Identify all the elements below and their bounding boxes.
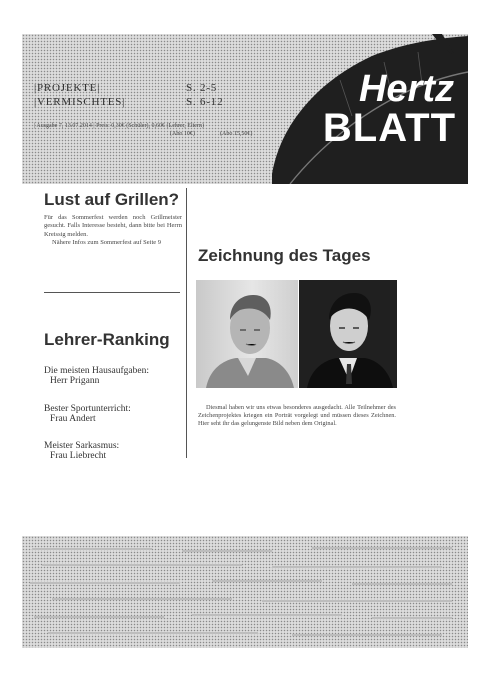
section-label-projects: |PROJEKTE| xyxy=(34,82,101,94)
ranking-heading: Lehrer-Ranking xyxy=(44,330,170,349)
drawing-caption: Diesmal haben wir uns etwas besonderes ausgedacht. Alle Teilnehmer des Zeichenprojektes kriegen ein Porträt vorgelegt und müssen dieses Zeichnen. Hier seht ihr das gelungenste Bild neben dem Original. xyxy=(198,404,396,428)
grill-body: Für das Sommerfest werden noch Grillmeister gesucht. Falls Interesse besteht, dann bitte bei Herrn Kreissig melden. xyxy=(44,214,182,238)
drawing-heading: Zeichnung des Tages xyxy=(198,246,371,265)
left-divider xyxy=(44,292,180,293)
ranking-teacher: Frau Andert xyxy=(50,414,96,424)
issue-subscription-student: (Abo 10€) xyxy=(170,131,195,137)
masthead-title-bottom: BLATT xyxy=(322,106,456,150)
section-pages-misc: S. 6-12 xyxy=(186,96,224,108)
portrait-original-image xyxy=(299,280,397,388)
issue-subscription-adult: (Abo 15,50€) xyxy=(220,131,253,137)
ranking-category: Die meisten Hausaufgaben: xyxy=(44,366,149,376)
grill-hint: Nähere Infos zum Sommerfest auf Seite 9 xyxy=(52,239,162,247)
ranking-teacher: Herr Prigann xyxy=(50,376,100,386)
issue-info: | Ausgabe 7, 13.07.2014 | Preis: 0,30€ (Schüler), 0,60€ (Lehrer, Eltern) xyxy=(34,123,204,129)
ranking-category: Meister Sarkasmus: xyxy=(44,441,120,451)
masthead-title-top: Hertz xyxy=(358,68,454,110)
footer-texture xyxy=(22,536,468,648)
grill-heading: Lust auf Grillen? xyxy=(44,190,180,209)
section-pages-projects: S. 2-5 xyxy=(186,82,218,94)
section-label-misc: |VERMISCHTES| xyxy=(34,96,126,108)
column-divider xyxy=(186,188,187,458)
ranking-category: Bester Sportunterricht: xyxy=(44,404,131,414)
footer-band xyxy=(22,536,468,648)
ranking-teacher: Frau Liebrecht xyxy=(50,451,107,461)
portrait-drawing-image xyxy=(196,280,298,388)
grill-article xyxy=(44,214,182,248)
masthead xyxy=(22,34,468,184)
